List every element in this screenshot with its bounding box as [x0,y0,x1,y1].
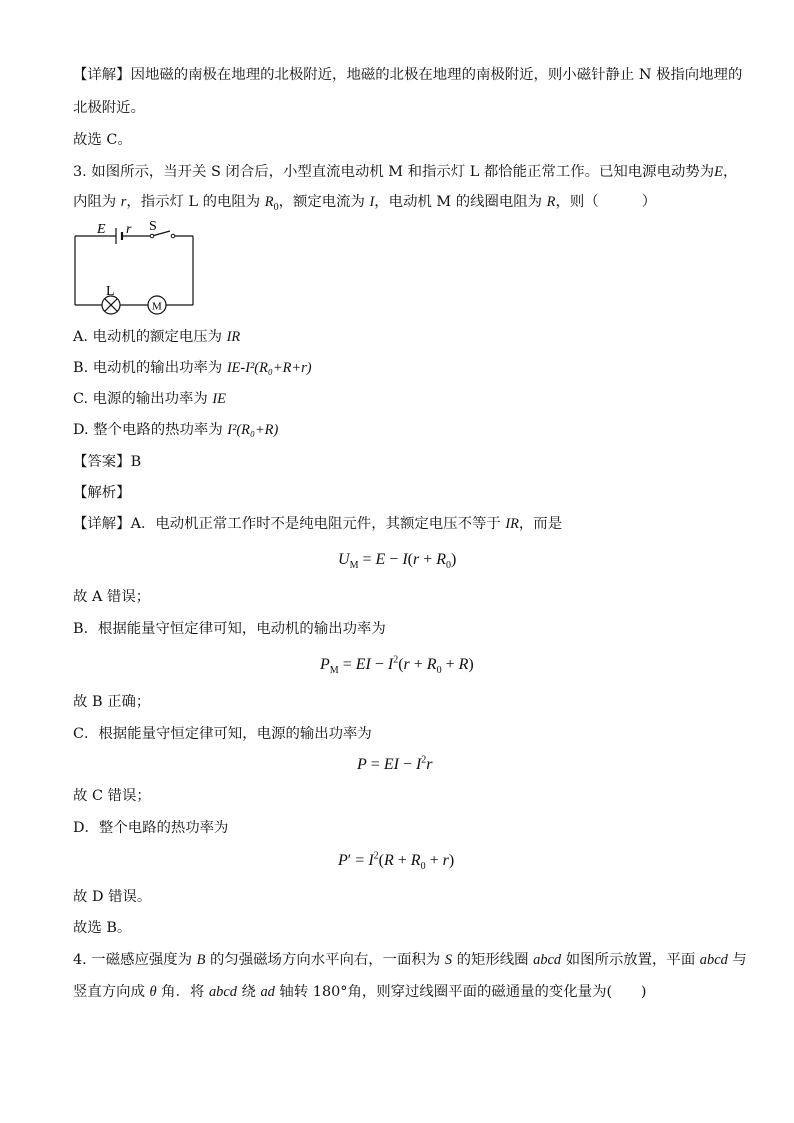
var-abcd: abcd [208,984,237,1000]
equation-2: $P_M$ = EI − $I^2(r + R_0 + R)$ [320,654,474,677]
t: ，指示灯 L 的电阻为 [126,194,265,210]
detail-tag: 【详解】 [73,67,131,83]
C-wrong: 故 C 错误； [73,788,151,804]
q4-line1 [73,950,747,970]
var-I: I [369,194,375,210]
option-D [73,420,278,440]
var-R0: R [264,194,274,210]
prev-detail-cont: 北极附近。 [73,100,145,116]
var-theta: θ [149,984,157,1000]
circuit-diagram [70,218,200,318]
option-label: D. [73,422,89,438]
q3-stem-line2 [73,192,656,212]
var-S: S [444,952,453,968]
var-E: E [714,164,723,180]
A-wrong: 故 A 错误； [73,589,151,605]
explain-math: IR [505,516,519,532]
q3-stem-text: 3. 如图所示，当开关 S 闭合后，小型直流电动机 M 和指示灯 L 都恰能正常工作。已知电源电动势为 [73,164,715,180]
label-S: S [149,219,157,234]
option-label: A. [73,329,88,345]
option-math: IE-I²(R₀+R+r) [226,360,312,376]
var-abcd: abcd [533,952,562,968]
option-label: C. [73,391,89,407]
equation-3: P = EI − $I^2r$ [357,754,433,773]
t: 内阻为 [73,194,121,210]
answer-line [73,452,141,472]
option-A [73,327,240,347]
prev-detail-line [73,65,742,85]
t: ，电动机 M 的线圈电阻为 [374,194,547,210]
D-wrong: 故 D 错误。 [73,889,152,905]
q4-line2 [73,982,647,1002]
prev-choose: 故选 C。 [73,132,132,148]
option-math: I²(R₀+R) [227,422,279,438]
option-text: 整个电路的热功率为 [93,422,228,438]
t: 的矩形线圈 [452,952,534,968]
punct: ， [722,164,738,180]
option-math: IE [212,391,226,407]
t: 角．将 [156,984,209,1000]
label-E: E [97,222,106,237]
explain-text: A．电动机正常工作时不是纯电阻元件，其额定电压不等于 [130,516,506,532]
t: 轴转 180°角，则穿过线圈平面的磁通量的变化量为( ) [274,984,647,1000]
t: 如图所示放置，平面 [561,952,700,968]
label-L: L [106,284,115,299]
q3-stem-line1 [73,162,737,182]
B-right: 故 B 正确； [73,694,151,710]
var-R: R [546,194,556,210]
option-B [73,358,312,378]
answer-tag: 【答案】 [73,454,131,470]
option-text: 电动机的输出功率为 [92,360,227,376]
label-r: r [126,222,132,237]
var-B: B [196,952,206,968]
detail-tag: 【详解】 [73,516,131,532]
label-M: M [152,300,162,313]
analysis-tag: 【解析】 [73,485,131,501]
sub-0: 0 [273,201,279,213]
answer-value: B [130,454,142,470]
t: ，额定电流为 [278,194,370,210]
option-label: B. [73,360,89,376]
equation-4: $P' = I^2(R + R_0 + r)$ [338,850,455,873]
option-math: IR [226,329,241,345]
var-ad: ad [260,984,275,1000]
t: 绕 [236,984,261,1000]
t: ，则（ ） [555,194,657,210]
detail-text: 因地磁的南极在地理的北极附近，地磁的北极在地理的南极附近，则小磁针静止 N 极指向地理的 [130,67,743,83]
option-text: 电源的输出功率为 [92,391,213,407]
explain-end: ，而是 [518,516,563,532]
t: 与 [727,952,747,968]
option-text: 电动机的额定电压为 [92,329,227,345]
option-C [73,389,226,409]
D-explain: D．整个电路的热功率为 [73,820,229,836]
var-r: r [120,194,127,210]
q3-choose: 故选 B。 [73,920,132,936]
var-abcd: abcd [699,952,728,968]
C-explain: C．根据能量守恒定律可知，电源的输出功率为 [73,726,372,742]
detail-A-line [73,514,562,534]
t: 竖直方向成 [73,984,150,1000]
equation-1: $U_M = E - I(r + R_0)$ [338,551,457,572]
t: 的匀强磁场方向水平向右，一面积为 [205,952,445,968]
B-explain: B．根据能量守恒定律可知，电动机的输出功率为 [73,621,386,637]
t: 4. 一磁感应强度为 [73,952,197,968]
